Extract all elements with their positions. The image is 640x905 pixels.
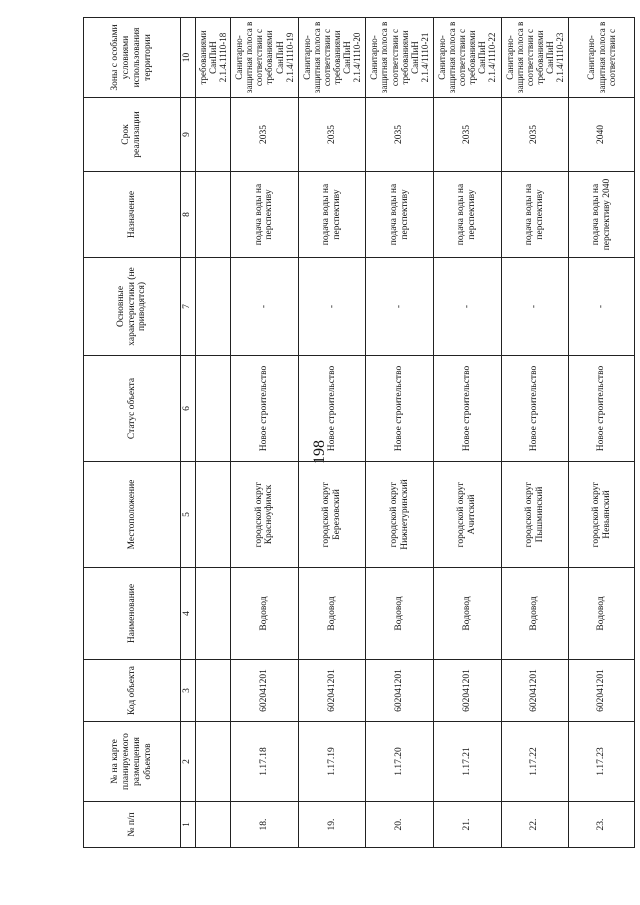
object-status: Новое строительство [501, 356, 569, 462]
map-number: 1.17.18 [231, 722, 299, 802]
column-number: 1 [180, 802, 195, 848]
object-purpose: подача воды на перспективу [501, 172, 569, 258]
object-name: Водовод [231, 568, 299, 660]
object-location: городской округ Невьянский [569, 462, 635, 568]
object-characteristics: - [433, 258, 501, 356]
object-code: 602041201 [433, 660, 501, 722]
zone-cell: Санитарно-защитная полоса в соответствии с требованиями СанПиН 2.1.4/1110-22 [433, 18, 501, 98]
object-deadline: 2035 [231, 98, 299, 172]
object-status: Новое строительство [569, 356, 635, 462]
object-purpose: подача воды на перспективу [433, 172, 501, 258]
object-location: городской округ Нижнетуринский [366, 462, 434, 568]
object-name: Водовод [298, 568, 366, 660]
column-number: 9 [180, 98, 195, 172]
table-row [366, 18, 434, 848]
row-number: 18. [231, 802, 299, 848]
object-location: городской округ Пышминский [501, 462, 569, 568]
row-number: 20. [366, 802, 434, 848]
table-row [298, 18, 366, 848]
zone-cell: требованиями СанПиН 2.1.4.1110-18 [195, 18, 230, 98]
column-number: 7 [180, 258, 195, 356]
map-number: 1.17.23 [569, 722, 635, 802]
row-number: 21. [433, 802, 501, 848]
header-cell: Статус объекта [84, 356, 181, 462]
column-number: 4 [180, 568, 195, 660]
object-code: 602041201 [231, 660, 299, 722]
column-number: 5 [180, 462, 195, 568]
object-purpose: подача воды на перспективу 2040 [569, 172, 635, 258]
table-row [433, 18, 501, 848]
objects-table [83, 17, 635, 848]
zone-cell: Санитарно-защитная полоса в соответствии с требованиями СанПиН 2.1.4/1110-20 [298, 18, 366, 98]
object-deadline: 2035 [433, 98, 501, 172]
header-cell: № п/п [84, 802, 181, 848]
page-number: 198 [311, 440, 328, 464]
object-purpose: подача воды на перспективу [366, 172, 434, 258]
object-purpose: подача воды на перспективу [298, 172, 366, 258]
object-code: 602041201 [501, 660, 569, 722]
header-cell: № на карте планируемого размещения объектов [84, 722, 181, 802]
object-characteristics: - [298, 258, 366, 356]
object-characteristics: - [231, 258, 299, 356]
object-characteristics: - [366, 258, 434, 356]
object-location: городской округ Березовский [298, 462, 366, 568]
object-code: 602041201 [366, 660, 434, 722]
row-number: 23. [569, 802, 635, 848]
object-characteristics: - [501, 258, 569, 356]
map-number: 1.17.19 [298, 722, 366, 802]
object-deadline: 2040 [569, 98, 635, 172]
map-number: 1.17.22 [501, 722, 569, 802]
header-cell: Код объекта [84, 660, 181, 722]
table-row [569, 18, 635, 848]
object-deadline: 2035 [298, 98, 366, 172]
object-status: Новое строительство [433, 356, 501, 462]
object-deadline: 2035 [366, 98, 434, 172]
zone-cell: Санитарно-защитная полоса в соответствии с [569, 18, 635, 98]
column-number: 3 [180, 660, 195, 722]
object-status: Новое строительство [231, 356, 299, 462]
object-name: Водовод [433, 568, 501, 660]
table-container [83, 18, 635, 848]
object-code: 602041201 [298, 660, 366, 722]
object-status: Новое строительство [366, 356, 434, 462]
table-row [231, 18, 299, 848]
zone-cell: Санитарно-защитная полоса в соответствии с требованиями СанПиН 2.1.4/1110-21 [366, 18, 434, 98]
header-cell: Зоны с особыми условиями использования территории [84, 18, 181, 98]
column-number: 6 [180, 356, 195, 462]
object-location: городской округ Красноуфимск [231, 462, 299, 568]
object-location: городской округ Ачитский [433, 462, 501, 568]
map-number: 1.17.20 [366, 722, 434, 802]
object-code: 602041201 [569, 660, 635, 722]
object-name: Водовод [569, 568, 635, 660]
object-deadline: 2035 [501, 98, 569, 172]
object-status: Новое строительство [298, 356, 366, 462]
column-number: 10 [180, 18, 195, 98]
header-cell: Наименование [84, 568, 181, 660]
object-name: Водовод [366, 568, 434, 660]
row-number: 19. [298, 802, 366, 848]
header-cell: Местоположение [84, 462, 181, 568]
zone-cell: Санитарно-защитная полоса в соответствии с требованиями СанПиН 2.1.4/1110-19 [231, 18, 299, 98]
header-cell: Основные характеристики (не приводятся) [84, 258, 181, 356]
object-characteristics: - [569, 258, 635, 356]
column-number-row [180, 18, 195, 848]
continuation-row [195, 18, 230, 848]
header-cell: Назначение [84, 172, 181, 258]
object-name: Водовод [501, 568, 569, 660]
zone-cell: Санитарно-защитная полоса в соответствии с требованиями СанПиН 2.1.4/1110-23 [501, 18, 569, 98]
row-number: 22. [501, 802, 569, 848]
column-number: 2 [180, 722, 195, 802]
header-row [84, 18, 181, 848]
column-number: 8 [180, 172, 195, 258]
table-row [501, 18, 569, 848]
object-purpose: подача воды на перспективу [231, 172, 299, 258]
header-cell: Срок реализации [84, 98, 181, 172]
map-number: 1.17.21 [433, 722, 501, 802]
